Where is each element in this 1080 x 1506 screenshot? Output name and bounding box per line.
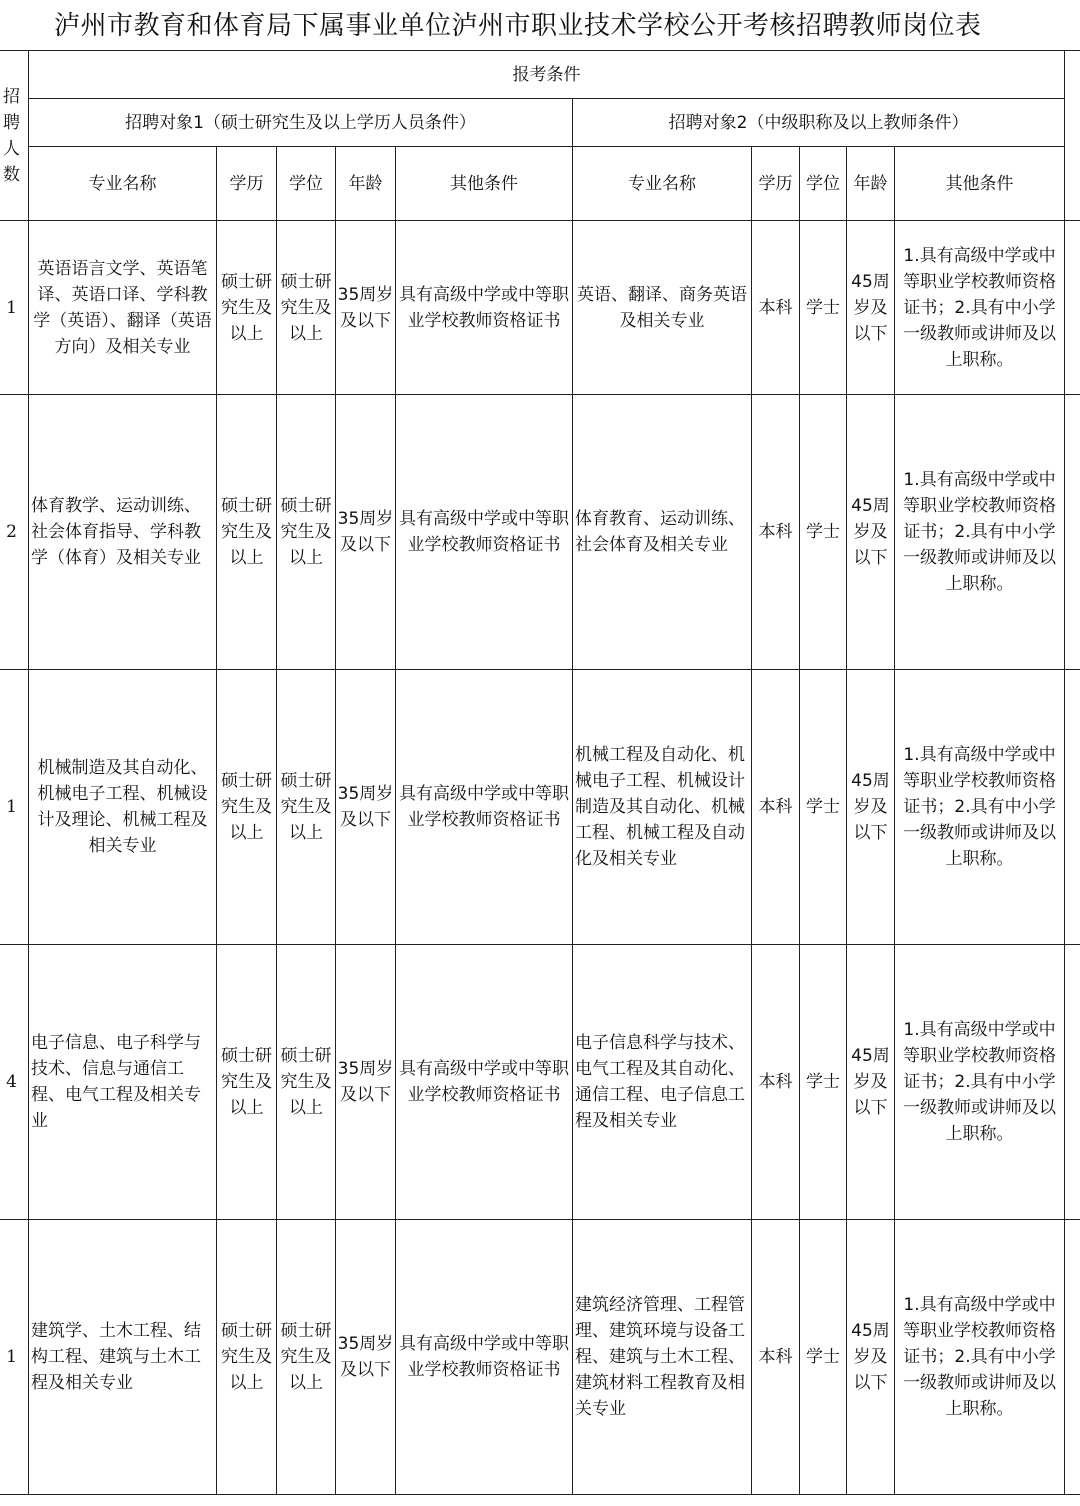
t2-age: 45周岁及以下	[847, 395, 895, 670]
header-t1-degree: 学位	[277, 147, 336, 221]
row-count: 1	[0, 670, 29, 945]
cut-cell	[1065, 221, 1080, 395]
t2-degree: 学士	[800, 945, 847, 1220]
t1-degree: 硕士研究生及以上	[277, 221, 336, 395]
cut-cell	[1065, 1220, 1080, 1495]
header-t1-other: 其他条件	[396, 147, 573, 221]
t2-education: 本科	[752, 395, 800, 670]
cut-cell	[1065, 395, 1080, 670]
t2-education: 本科	[752, 945, 800, 1220]
t2-other: 1.具有高级中学或中等职业学校教师资格证书；2.具有中小学一级教师或讲师及以上职称。	[895, 1220, 1065, 1495]
t1-degree: 硕士研究生及以上	[277, 1220, 336, 1495]
header-target2: 招聘对象2（中级职称及以上教师条件）	[573, 99, 1065, 147]
t2-degree: 学士	[800, 221, 847, 395]
header-conditions: 报考条件	[29, 51, 1065, 99]
t2-degree: 学士	[800, 1220, 847, 1495]
header-t1-education: 学历	[217, 147, 277, 221]
header-t2-age: 年龄	[847, 147, 895, 221]
t1-age: 35周岁及以下	[336, 395, 396, 670]
t1-education: 硕士研究生及以上	[217, 1220, 277, 1495]
header-row-conditions	[0, 51, 1080, 99]
t1-education: 硕士研究生及以上	[217, 670, 277, 945]
header-target1: 招聘对象1（硕士研究生及以上学历人员条件）	[29, 99, 573, 147]
header-t2-major: 专业名称	[573, 147, 752, 221]
t1-other: 具有高级中学或中等职业学校教师资格证书	[396, 945, 573, 1220]
t1-education: 硕士研究生及以上	[217, 945, 277, 1220]
t1-major: 电子信息、电子科学与技术、信息与通信工程、电气工程及相关专业	[29, 945, 217, 1220]
table-row	[0, 1220, 1080, 1495]
t2-major: 体育教育、运动训练、社会体育及相关专业	[573, 395, 752, 670]
table-row	[0, 395, 1080, 670]
header-count: 招聘人数	[0, 51, 29, 221]
header-row-targets	[0, 99, 1080, 147]
table-row	[0, 670, 1080, 945]
t1-age: 35周岁及以下	[336, 670, 396, 945]
t1-other: 具有高级中学或中等职业学校教师资格证书	[396, 670, 573, 945]
t2-other: 1.具有高级中学或中等职业学校教师资格证书；2.具有中小学一级教师或讲师及以上职称。	[895, 395, 1065, 670]
t1-major: 机械制造及其自动化、机械电子工程、机械设计及理论、机械工程及相关专业	[29, 670, 217, 945]
t1-education: 硕士研究生及以上	[217, 221, 277, 395]
cut-cell	[1065, 670, 1080, 945]
t2-major: 建筑经济管理、工程管理、建筑环境与设备工程、建筑与土木工程、建筑材料工程教育及相关专业	[573, 1220, 752, 1495]
t2-education: 本科	[752, 670, 800, 945]
header-t1-major: 专业名称	[29, 147, 217, 221]
t1-degree: 硕士研究生及以上	[277, 945, 336, 1220]
t2-age: 45周岁及以下	[847, 670, 895, 945]
t2-other: 1.具有高级中学或中等职业学校教师资格证书；2.具有中小学一级教师或讲师及以上职称。	[895, 670, 1065, 945]
t2-age: 45周岁及以下	[847, 221, 895, 395]
page-title: 泸州市教育和体育局下属事业单位泸州市职业技术学校公开考核招聘教师岗位表	[54, 11, 982, 41]
t2-degree: 学士	[800, 395, 847, 670]
header-t2-other: 其他条件	[895, 147, 1065, 221]
t1-degree: 硕士研究生及以上	[277, 670, 336, 945]
t2-other: 1.具有高级中学或中等职业学校教师资格证书；2.具有中小学一级教师或讲师及以上职称。	[895, 221, 1065, 395]
t1-major: 体育教学、运动训练、社会体育指导、学科教学（体育）及相关专业	[29, 395, 217, 670]
t1-other: 具有高级中学或中等职业学校教师资格证书	[396, 395, 573, 670]
t1-education: 硕士研究生及以上	[217, 395, 277, 670]
recruitment-table	[0, 50, 1080, 1495]
t1-major: 英语语言文学、英语笔译、英语口译、学科教学（英语）、翻译（英语方向）及相关专业	[29, 221, 217, 395]
row-count: 1	[0, 1220, 29, 1495]
t1-degree: 硕士研究生及以上	[277, 395, 336, 670]
header-t2-education: 学历	[752, 147, 800, 221]
t2-major: 机械工程及自动化、机械电子工程、机械设计制造及其自动化、机械工程、机械工程及自动化及相关专业	[573, 670, 752, 945]
row-count: 1	[0, 221, 29, 395]
t2-education: 本科	[752, 221, 800, 395]
table-row	[0, 221, 1080, 395]
table-row	[0, 945, 1080, 1220]
t1-major: 建筑学、土木工程、结构工程、建筑与土木工程及相关专业	[29, 1220, 217, 1495]
t1-other: 具有高级中学或中等职业学校教师资格证书	[396, 1220, 573, 1495]
header-t2-degree: 学位	[800, 147, 847, 221]
row-count: 2	[0, 395, 29, 670]
t2-other: 1.具有高级中学或中等职业学校教师资格证书；2.具有中小学一级教师或讲师及以上职称。	[895, 945, 1065, 1220]
t2-education: 本科	[752, 1220, 800, 1495]
t2-degree: 学士	[800, 670, 847, 945]
t1-age: 35周岁及以下	[336, 945, 396, 1220]
t2-major: 电子信息科学与技术、电气工程及其自动化、通信工程、电子信息工程及相关专业	[573, 945, 752, 1220]
header-row-fields	[0, 147, 1080, 221]
t2-major: 英语、翻译、商务英语及相关专业	[573, 221, 752, 395]
header-t1-age: 年龄	[336, 147, 396, 221]
t1-age: 35周岁及以下	[336, 221, 396, 395]
t1-age: 35周岁及以下	[336, 1220, 396, 1495]
header-cut-cell	[1065, 51, 1080, 221]
row-count: 4	[0, 945, 29, 1220]
t2-age: 45周岁及以下	[847, 1220, 895, 1495]
t1-other: 具有高级中学或中等职业学校教师资格证书	[396, 221, 573, 395]
cut-cell	[1065, 945, 1080, 1220]
t2-age: 45周岁及以下	[847, 945, 895, 1220]
